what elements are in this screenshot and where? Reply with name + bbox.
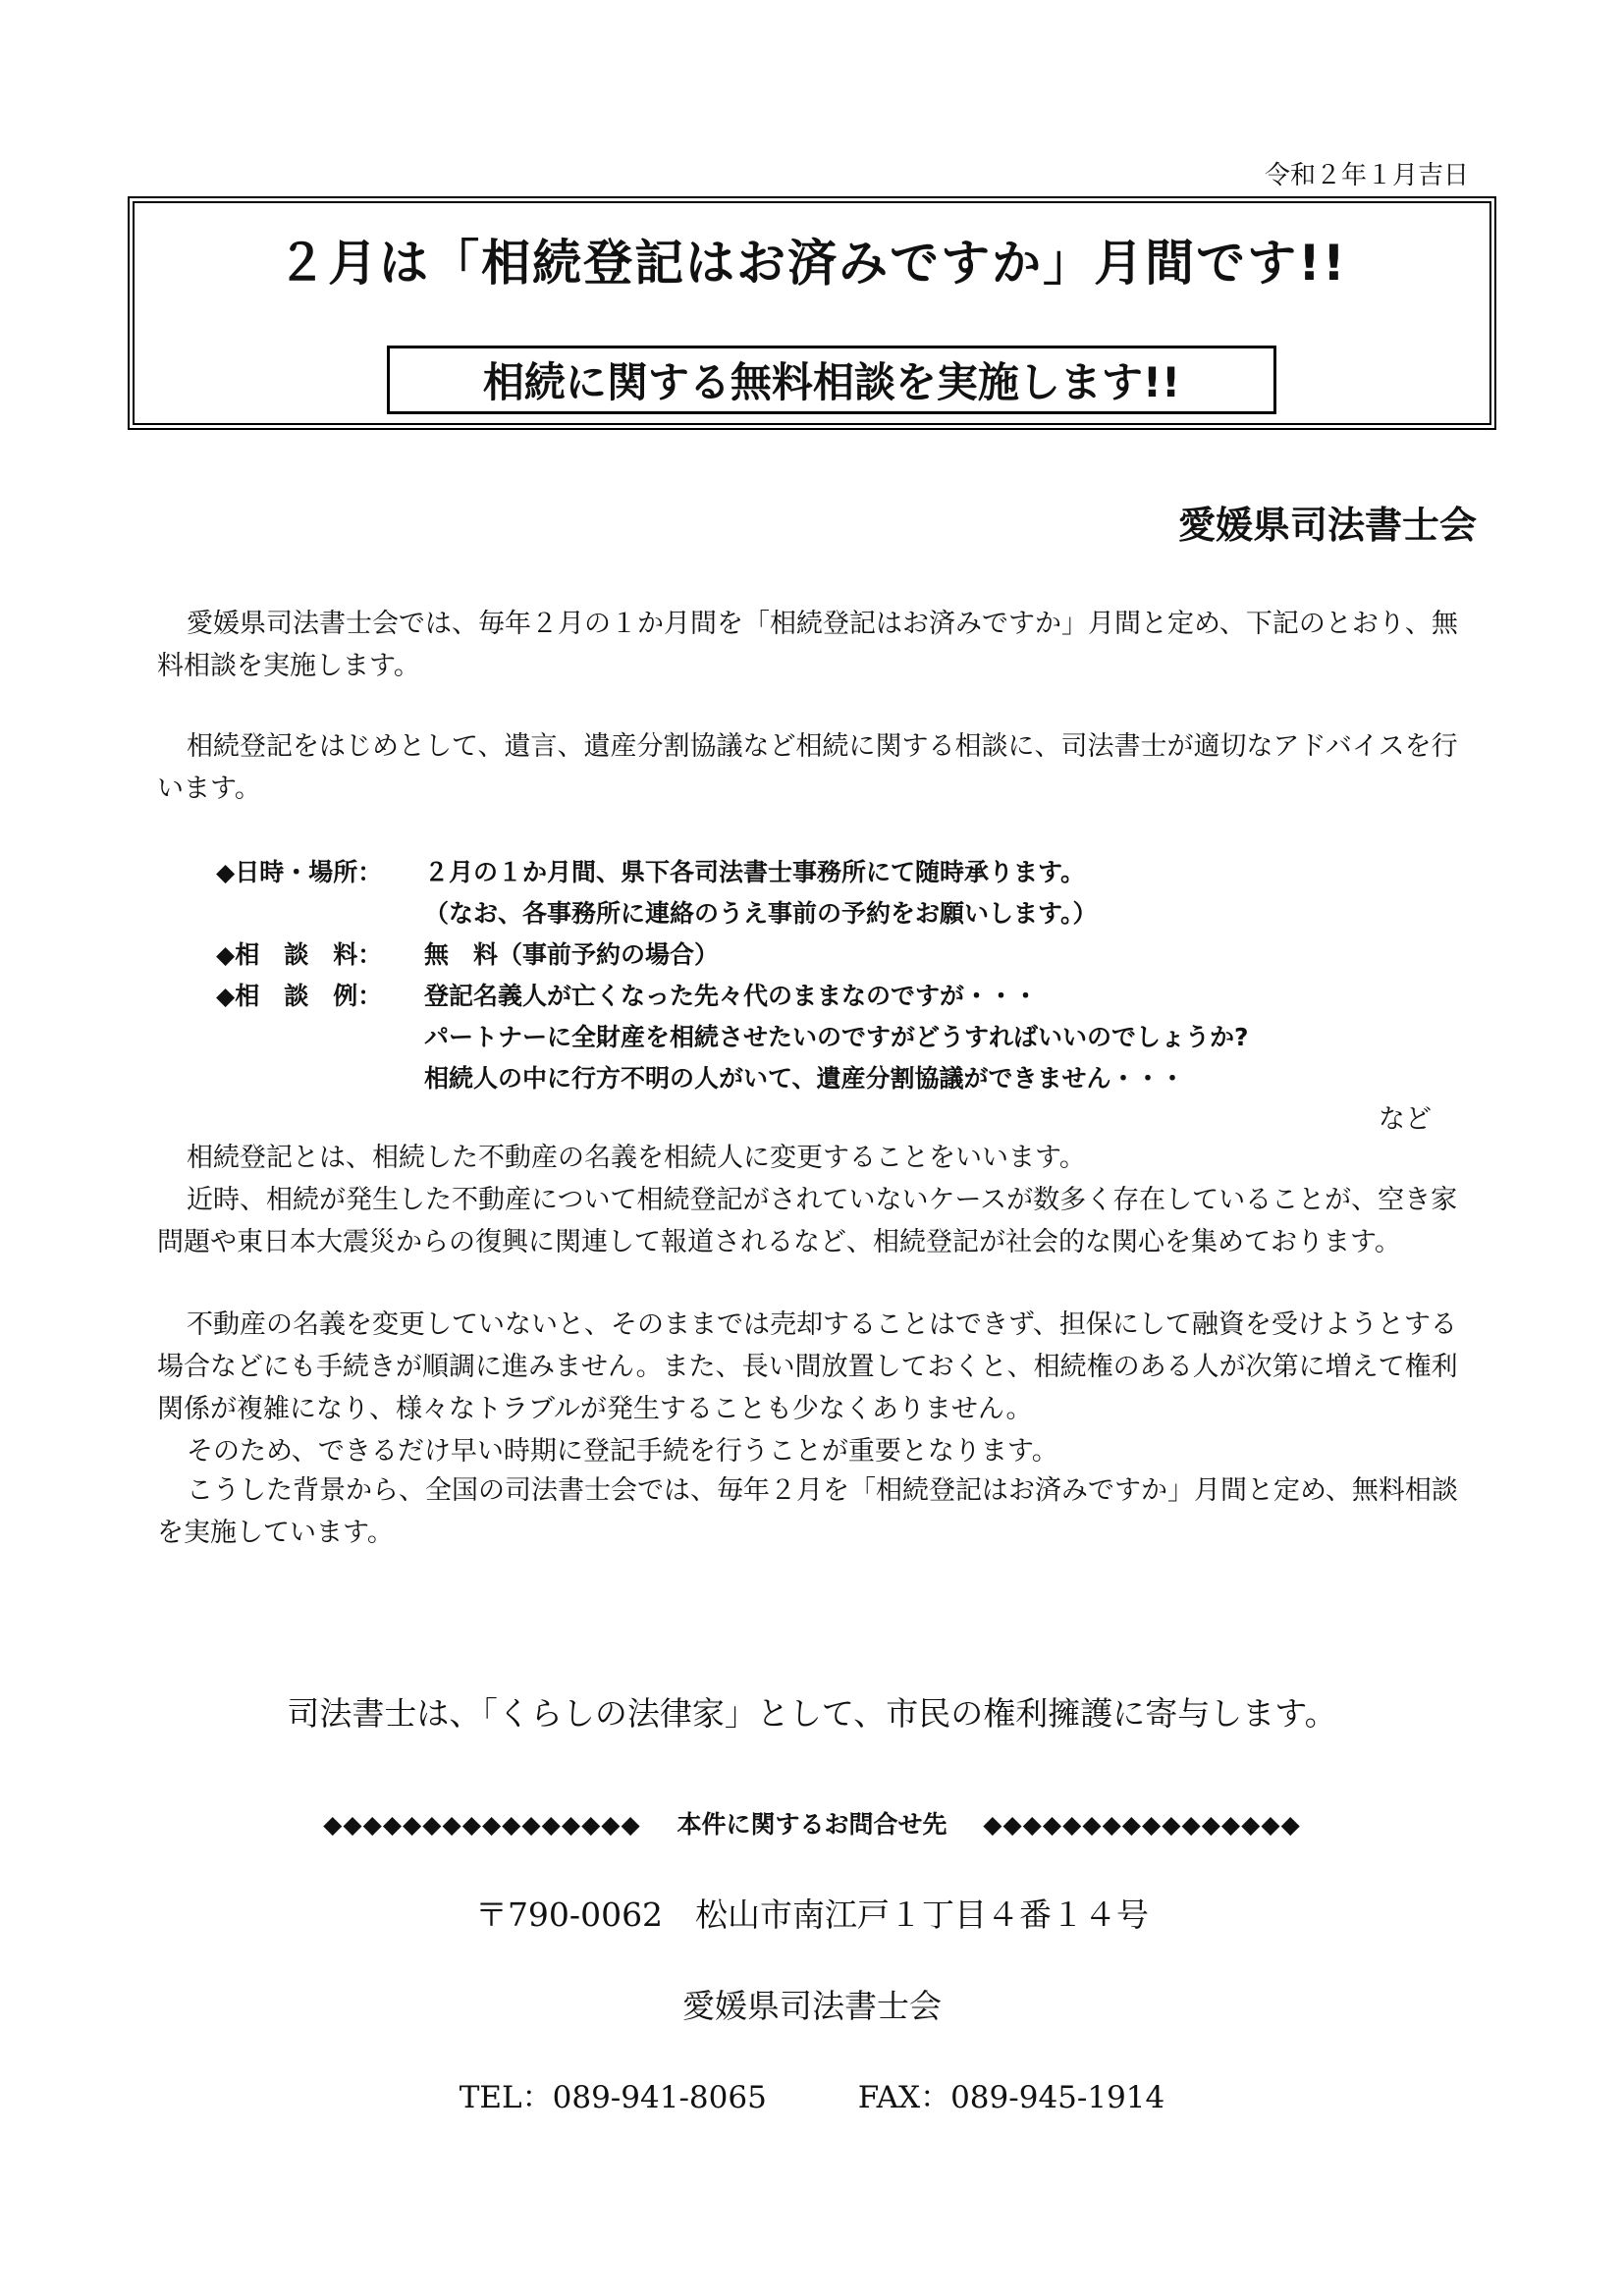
- detail-example-2: パートナーに全財産を相続させたいのですがどうすればいいのでしょうか?: [424, 1023, 1249, 1051]
- contact-phone-fax: TEL：089-941-8065 FAX：089-945-1914: [459, 2080, 1165, 2115]
- detail-fee-row: [216, 934, 1473, 976]
- detail-example-row-2: [216, 1017, 1473, 1058]
- contact-diamonds-left: ◆◆◆◆◆◆◆◆◆◆◆◆◆◆◆◆: [323, 1810, 641, 1839]
- background-paragraph: こうした背景から、全国の司法書士会では、毎年２月を「相続登記はお済みですか」月間と定め、無料相談を実施しています。: [157, 1475, 1458, 1548]
- contact-label: 本件に関するお問合せ先: [677, 1810, 947, 1839]
- contact-address: 〒790-0062 松山市南江戸１丁目４番１４号: [474, 1896, 1150, 1934]
- detail-datetime-note: （なお、各事務所に連絡のうえ事前の予約をお願いします。）: [424, 899, 1098, 928]
- organization-heading: 愛媛県司法書士会: [1177, 504, 1477, 547]
- detail-fee-value: 無 料（事前予約の場合）: [424, 940, 720, 969]
- explanation-paragraph-1: 相続登記とは、相続した不動産の名義を相続人に変更することをいいます。: [187, 1143, 1086, 1173]
- detail-example-1: 登記名義人が亡くなった先々代のままなのですが・・・: [424, 982, 1039, 1010]
- explanation-paragraph-2: 近時、相続が発生した不動産について相続登記がされていないケースが数多く存在していることが、空き家問題や東日本大震災からの復興に関連して報道されるなど、相続登記が社会的な関心を集めております。: [157, 1185, 1458, 1257]
- risk-paragraph-1: 不動産の名義を変更していないと、そのままでは売却することはできず、担保にして融資を受けようとする場合などにも手続きが順調に進みません。また、長い間放置しておくと、相続権のある人が次第に増えて権利関係が複雑になり、様々なトラブルが発生することも少なくありません。: [157, 1309, 1458, 1424]
- detail-example-3: 相続人の中に行方不明の人がいて、遺産分割協議ができません・・・: [424, 1064, 1185, 1093]
- detail-datetime-row: [216, 852, 1473, 893]
- intro-paragraph-1: 愛媛県司法書士会では、毎年２月の１か月間を「相続登記はお済みですか」月間と定め、下記のとおり、無料相談を実施します。: [157, 609, 1458, 681]
- explanation-block: [157, 1137, 1473, 1263]
- subtitle: 相続に関する無料相談を実施します!!: [482, 358, 1181, 406]
- intro-paragraph-2: 相続登記をはじめとして、遺言、遺産分割協議など相続に関する相談に、司法書士が適切なアドバイスを行います。: [157, 731, 1458, 804]
- slogan: 司法書士は、「くらしの法律家」として、市民の権利擁護に寄与します。: [287, 1694, 1337, 1733]
- detail-example-row: [216, 976, 1473, 1017]
- detail-example-label: ◆相 談 例：: [216, 982, 383, 1010]
- detail-datetime-label: ◆日時・場所：: [216, 858, 383, 886]
- detail-datetime-note-row: [216, 893, 1473, 934]
- page-title: ２月は「相続登記はお済みですか」月間です!!: [277, 235, 1347, 292]
- detail-example-row-3: [216, 1058, 1473, 1099]
- contact-diamonds-right: ◆◆◆◆◆◆◆◆◆◆◆◆◆◆◆◆: [983, 1810, 1301, 1839]
- consultation-details: [216, 852, 1473, 1099]
- contact-organization: 愛媛県司法書士会: [682, 1987, 942, 2025]
- risk-block: [157, 1304, 1473, 1472]
- detail-etc: など: [1379, 1104, 1432, 1135]
- issue-date: 令和２年１月吉日: [1264, 161, 1469, 190]
- subtitle-box: [387, 346, 1276, 414]
- contact-header: [128, 1805, 1496, 1841]
- detail-fee-label: ◆相 談 料：: [216, 940, 383, 969]
- detail-datetime-value: ２月の１か月間、県下各司法書士事務所にて随時承ります。: [424, 858, 1086, 886]
- risk-paragraph-2: そのため、できるだけ早い時期に登記手続を行うことが重要となります。: [187, 1436, 1058, 1467]
